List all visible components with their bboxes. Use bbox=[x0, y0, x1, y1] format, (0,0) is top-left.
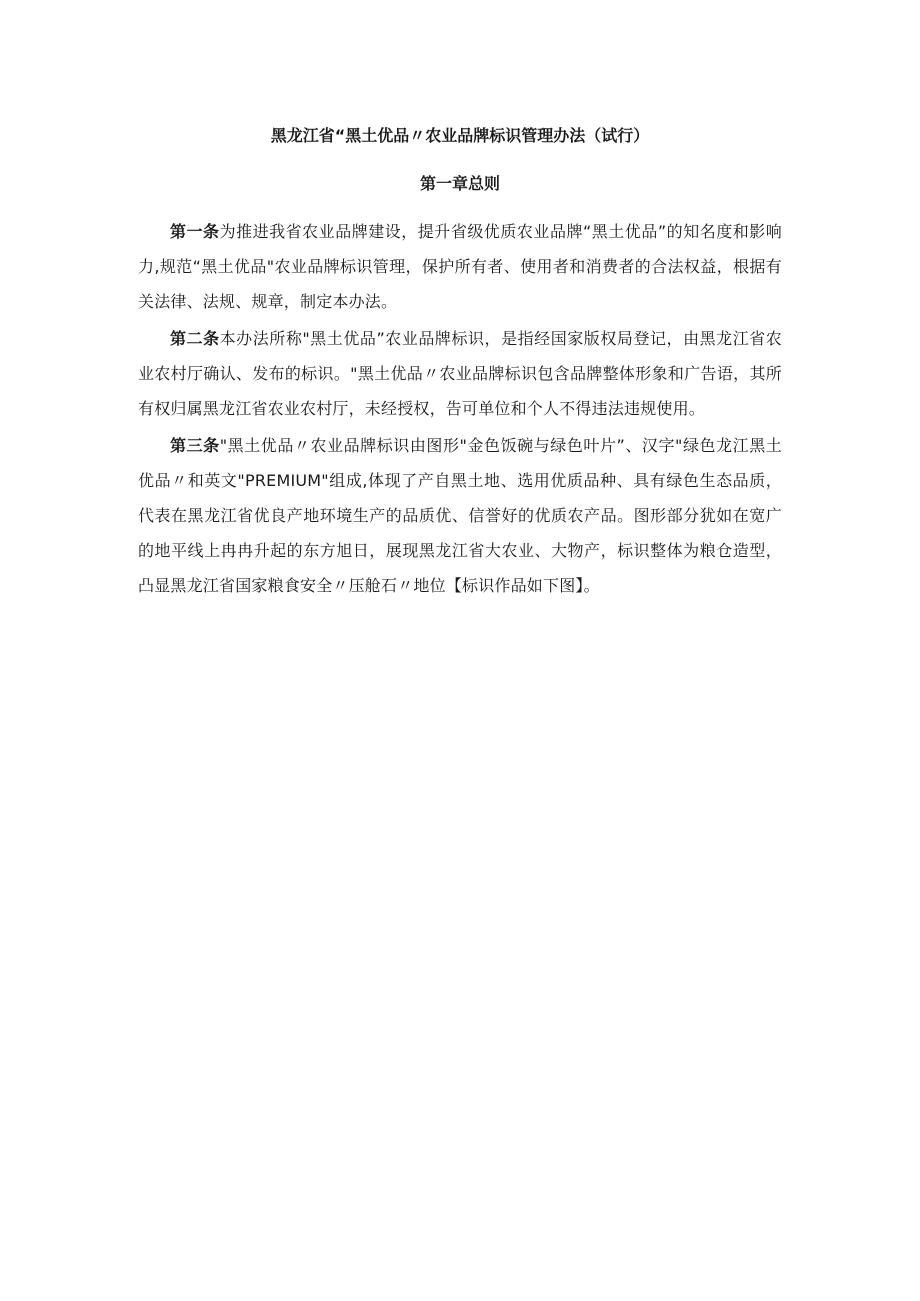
article-3-text: "黑土优品〃农业品牌标识由图形"金色饭碗与绿色叶片”、汉字"绿色龙江黑土优品〃和英文"PREMIUM"组成,体现了产自黑土地、选用优质品种、具有绿色生态品质，代表在黑龙江省优良产地环境生产的品质优、信誉好的优质农产品。图形部分犹如在宽广的地平线上冉冉升起的东方旭日，展现黑龙江省大农业、大物产，标识整体为粮仓造型，凸显黑龙江省国家粮食安全〃压舱石〃地位【标识作品如下图】。 bbox=[138, 436, 782, 595]
document-title: 黑龙江省“黑土优品〃农业品牌标识管理办法（试行） bbox=[270, 126, 650, 145]
article-1 bbox=[138, 214, 782, 319]
document-body bbox=[138, 214, 782, 603]
article-3-heading: 第三条 bbox=[170, 436, 220, 455]
article-3 bbox=[138, 428, 782, 603]
article-2 bbox=[138, 321, 782, 426]
chapter-title: 第一章总则 bbox=[419, 174, 500, 193]
article-1-heading: 第一条 bbox=[170, 222, 220, 241]
article-2-text: 本办法所称"黑土优品”农业品牌标识，是指经国家版权局登记，由黑龙江省农业农村厅确认、发布的标识。"黑土优品〃农业品牌标识包含品牌整体形象和广告语，其所有权归属黑龙江省农业农村厅，未经授权，告可单位和个人不得违法违规使用。 bbox=[138, 329, 782, 418]
article-1-text: 为推进我省农业品牌建设，提升省级优质农业品牌“黑土优品”的知名度和影响力,规范“黑土优品"农业品牌标识管理，保护所有者、使用者和消费者的合法权益，根据有关法律、法规、规章，制定本办法。 bbox=[138, 222, 782, 311]
article-2-heading: 第二条 bbox=[170, 329, 220, 348]
